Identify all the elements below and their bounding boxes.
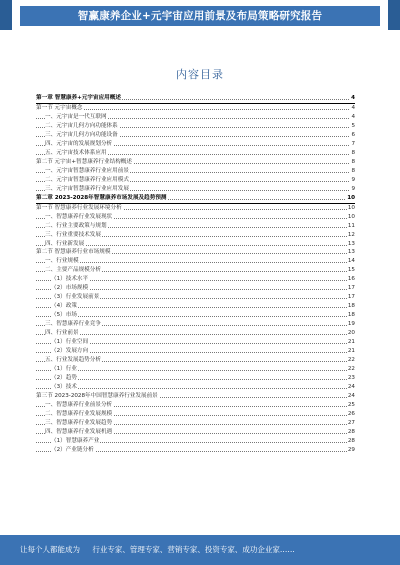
toc-entry-page: 5 — [351, 122, 355, 129]
toc-entry-title: （1）技术水平 — [51, 276, 89, 283]
toc-entry-page: 15 — [347, 267, 355, 274]
toc-entry-page: 14 — [347, 258, 355, 265]
toc-entry[interactable] — [36, 365, 355, 374]
toc-entry[interactable] — [36, 401, 355, 410]
toc-leader-dots — [36, 262, 355, 263]
toc-entry-page: 20 — [347, 330, 355, 337]
toc-entry[interactable] — [36, 140, 355, 149]
toc-entry-title: 一、智慧康养行业前景分析 — [45, 401, 113, 408]
toc-entry-page: 28 — [347, 437, 355, 444]
header-title: 智赢康养企业+元宇宙应用前景及布局策略研究报告 — [77, 10, 323, 22]
toc-entry-page: 13 — [347, 240, 355, 247]
toc-entry[interactable] — [36, 257, 355, 266]
toc-entry-page: 21 — [347, 339, 355, 346]
toc-entry[interactable] — [36, 338, 355, 347]
toc-entry[interactable] — [36, 158, 355, 167]
toc-leader-dots — [36, 388, 355, 389]
toc-entry-title: 第二节 元宇宙+智慧康养行业结构概述 — [36, 158, 132, 165]
toc-entry[interactable] — [36, 374, 355, 383]
toc-entry-title: 五、元宇宙技术体系应用 — [45, 149, 107, 156]
toc-entry[interactable] — [36, 311, 355, 320]
toc-entry-page: 10 — [347, 213, 355, 220]
toc-entry[interactable] — [36, 266, 355, 275]
footer-text — [20, 535, 295, 565]
toc-entry-title: 第一节 元宇宙概念 — [36, 104, 83, 111]
toc-leader-dots — [36, 379, 355, 380]
toc-entry[interactable] — [36, 213, 355, 222]
toc-entry[interactable] — [36, 383, 355, 392]
table-of-contents — [36, 94, 355, 455]
toc-entry-title: 三、行业重要技术发展 — [45, 231, 101, 238]
toc-entry[interactable] — [36, 419, 355, 428]
header-right-accent — [388, 0, 400, 30]
toc-entry-title: 二、行业主要政策与规划 — [45, 222, 107, 229]
toc-entry-page: 10 — [347, 194, 355, 201]
toc-entry-title: （2）产业链分析 — [51, 446, 94, 453]
toc-entry-title: 四、智慧康养行业发展机遇 — [45, 428, 113, 435]
toc-entry[interactable] — [36, 122, 355, 131]
toc-entry-title: （3）技术 — [51, 384, 77, 390]
toc-entry-page: 9 — [351, 185, 355, 192]
toc-entry-page: 23 — [347, 375, 355, 382]
toc-entry[interactable] — [36, 94, 355, 104]
toc-entry-page: 17 — [347, 294, 355, 301]
footer-roles-text: 行业专家、管理专家、营销专家、投资专家、成功企业家…… — [92, 545, 295, 554]
toc-entry-title: 第二章 2023-2028年智慧康养市场发展及趋势预测 — [36, 194, 167, 201]
footer-lead-text: 让每个人都能成为 — [20, 545, 80, 554]
toc-entry[interactable] — [36, 410, 355, 419]
toc-entry-page: 18 — [347, 303, 355, 310]
toc-entry-page: 22 — [347, 366, 355, 373]
toc-entry[interactable] — [36, 149, 355, 158]
toc-entry-title: 五、行业发展趋势分析 — [45, 357, 101, 364]
header-band — [20, 6, 380, 26]
toc-entry[interactable] — [36, 176, 355, 185]
toc-entry-page: 25 — [347, 401, 355, 408]
toc-entry[interactable] — [36, 167, 355, 176]
toc-entry[interactable] — [36, 320, 355, 329]
toc-entry-page: 19 — [347, 321, 355, 328]
toc-entry-title: 一、行业规模 — [45, 258, 79, 265]
toc-entry-title: （5）市场 — [51, 312, 77, 319]
toc-entry-page: 8 — [351, 158, 355, 165]
toc-entry[interactable] — [36, 293, 355, 302]
toc-entry-page: 7 — [351, 140, 355, 147]
toc-entry[interactable] — [36, 222, 355, 231]
toc-entry-title: 第一节 智慧康养行业发展环境分析 — [36, 204, 122, 211]
toc-entry[interactable] — [36, 113, 355, 122]
toc-entry[interactable] — [36, 437, 355, 446]
toc-entry[interactable] — [36, 231, 355, 240]
toc-leader-dots — [36, 334, 355, 335]
toc-entry[interactable] — [36, 329, 355, 338]
toc-entry[interactable] — [36, 284, 355, 293]
toc-entry[interactable] — [36, 185, 355, 194]
toc-entry-title: 二、智慧康养行业发展规模 — [45, 410, 113, 417]
toc-entry[interactable] — [36, 392, 355, 401]
toc-heading: 内容目录 — [176, 68, 224, 81]
toc-entry-page: 17 — [347, 285, 355, 292]
toc-entry[interactable] — [36, 248, 355, 257]
toc-entry-page: 6 — [351, 131, 355, 138]
toc-entry[interactable] — [36, 446, 355, 455]
toc-entry-title: （1）行业空间 — [51, 339, 89, 346]
toc-entry-title: 一、元宇宙是一代互联网 — [45, 113, 107, 120]
toc-entry[interactable] — [36, 240, 355, 249]
toc-entry-title: （3）行业发展前景 — [51, 294, 100, 301]
toc-entry-page: 8 — [351, 167, 355, 174]
toc-entry-title: 第三节 2023-2028年中国智慧康养行业发展前景 — [36, 392, 158, 399]
toc-entry-title: 三、智慧康养行业竞争 — [45, 321, 101, 328]
toc-entry-page: 28 — [347, 428, 355, 435]
toc-entry[interactable] — [36, 131, 355, 140]
toc-entry-page: 4 — [351, 95, 355, 101]
toc-entry[interactable] — [36, 204, 355, 213]
toc-entry-title: （2）趋势 — [51, 375, 77, 382]
toc-entry-title: （2）发展方向 — [51, 348, 89, 355]
toc-entry-page: 4 — [351, 104, 355, 111]
toc-entry-title: 三、智慧康养行业发展趋势 — [45, 419, 113, 426]
header-left-accent — [0, 0, 12, 30]
toc-entry[interactable] — [36, 302, 355, 311]
toc-entry-title: 二、元宇宙智慧康养行业应用模式 — [45, 176, 129, 183]
toc-entry-title: （2）市场规模 — [51, 285, 89, 292]
toc-entry[interactable] — [36, 275, 355, 284]
toc-entry-page: 18 — [347, 312, 355, 319]
toc-entry-page: 21 — [347, 348, 355, 355]
toc-entry-page: 16 — [347, 276, 355, 283]
toc-entry-page: 24 — [347, 392, 355, 399]
toc-entry-title: 四、行业新发展 — [45, 240, 85, 247]
toc-entry-page: 27 — [347, 419, 355, 426]
toc-entry-title: 第二节 智慧康养行业市场规模 — [36, 249, 111, 256]
toc-entry-page: 11 — [347, 222, 355, 229]
toc-entry-title: 一、智慧康养行业发展现状 — [45, 213, 113, 220]
toc-entry-page: 12 — [347, 231, 355, 238]
toc-leader-dots — [36, 316, 355, 317]
toc-entry-title: 三、元宇宙智慧康养行业应用发展 — [45, 185, 129, 192]
toc-entry-title: （4）政策 — [51, 303, 77, 310]
toc-entry-title: 一、元宇宙智慧康养行业应用前景 — [45, 167, 129, 174]
toc-entry[interactable] — [36, 356, 355, 365]
toc-entry-page: 29 — [347, 446, 355, 453]
toc-entry-title: （1）行业 — [51, 366, 77, 373]
toc-entry-page: 9 — [351, 176, 355, 183]
toc-entry[interactable] — [36, 428, 355, 437]
toc-entry-title: 二、元宇宙几何方向功能体系 — [45, 122, 118, 129]
toc-entry-page: 4 — [351, 113, 355, 120]
page-header — [0, 0, 400, 30]
toc-entry-page: 8 — [351, 149, 355, 156]
toc-entry-title: 三、元宇宙几何方向功能设备 — [45, 131, 118, 138]
toc-entry[interactable] — [36, 104, 355, 113]
toc-leader-dots — [36, 307, 355, 308]
toc-entry[interactable] — [36, 347, 355, 356]
toc-entry-title: 四、行业前景 — [45, 330, 79, 337]
toc-entry-title: 二、主要产品规模分析 — [45, 267, 101, 274]
toc-entry-title: 四、元宇宙的发展规划分析 — [45, 140, 113, 147]
toc-entry[interactable] — [36, 194, 355, 204]
toc-entry-title: （1）智慧康养产业 — [51, 437, 100, 444]
toc-leader-dots — [36, 370, 355, 371]
toc-entry-page: 10 — [347, 204, 355, 211]
toc-entry-page: 22 — [347, 357, 355, 364]
footer-banner — [0, 535, 400, 565]
toc-entry-page: 24 — [347, 384, 355, 390]
toc-entry-page: 26 — [347, 410, 355, 417]
toc-entry-page: 13 — [347, 249, 355, 256]
toc-entry-title: 第一章 智慧康养+元宇宙应用概述 — [36, 95, 121, 101]
